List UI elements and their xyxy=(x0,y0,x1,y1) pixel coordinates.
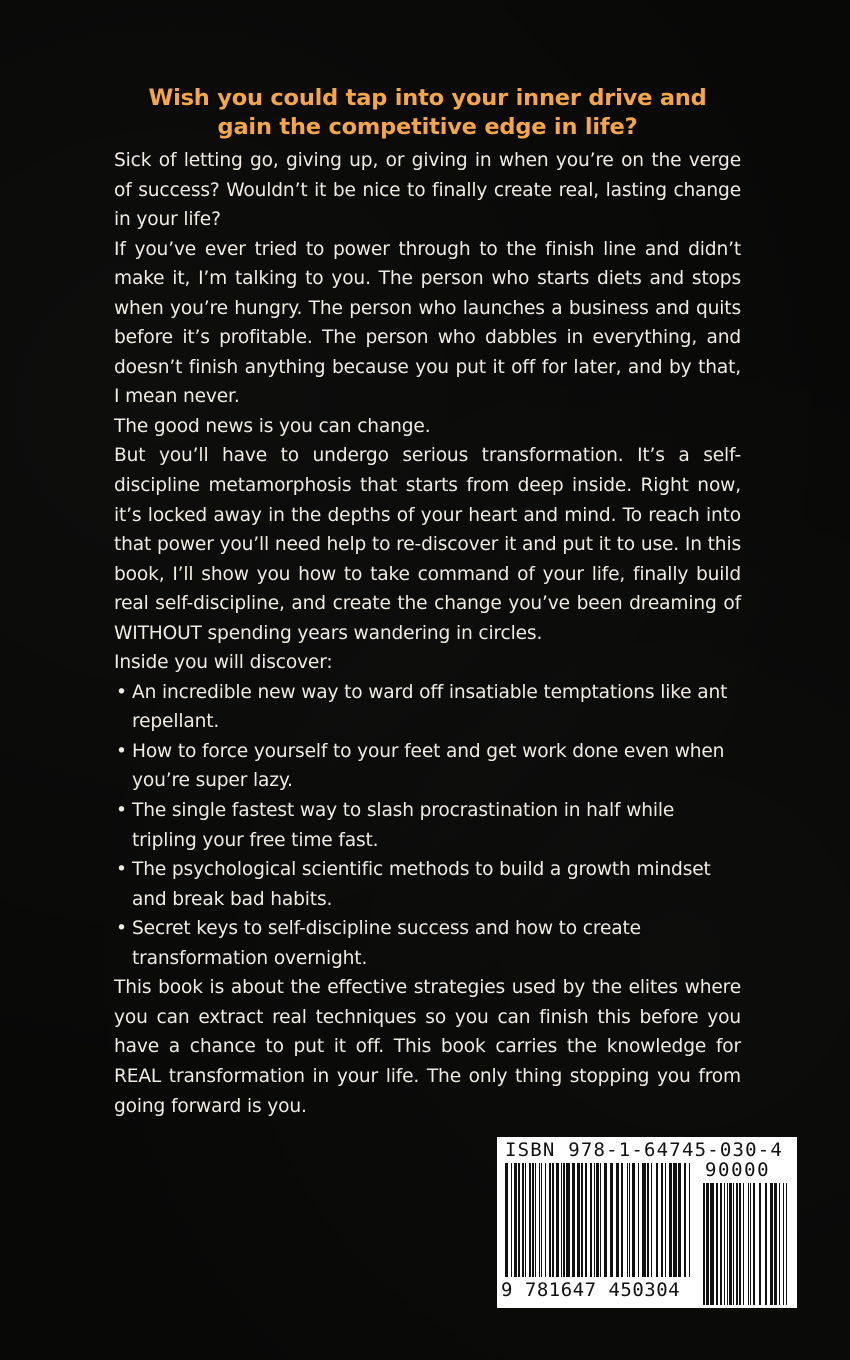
bullet-icon: • xyxy=(116,740,127,762)
barcode-bar xyxy=(522,1163,524,1277)
barcode-bar xyxy=(532,1163,534,1277)
blurb-body xyxy=(114,146,741,1121)
paragraph-intro: Sick of letting go, giving up, or giving in when you’re on the verge of success? Wouldn’t it be nice to finally create real, lasting change in your life? xyxy=(114,150,741,231)
barcode-bar xyxy=(656,1163,658,1277)
barcode-bar xyxy=(774,1183,777,1305)
barcode-bar xyxy=(561,1163,562,1277)
barcode-bar xyxy=(716,1183,718,1305)
barcode-bar xyxy=(733,1183,734,1305)
barcode-bar xyxy=(661,1163,663,1277)
barcode-bar xyxy=(665,1163,666,1277)
barcode-bar xyxy=(600,1163,601,1277)
barcode-bar xyxy=(753,1183,755,1305)
barcode-bar xyxy=(759,1183,761,1305)
list-item-text: The psychological scientific methods to build a growth mindset and break bad habits. xyxy=(132,859,711,910)
barcode-bar xyxy=(678,1163,681,1277)
barcode-bar xyxy=(750,1183,751,1305)
barcode-bar xyxy=(743,1183,744,1305)
discover-list xyxy=(114,678,741,973)
barcode-bar xyxy=(748,1183,749,1305)
barcode-bar xyxy=(727,1183,728,1305)
bullet-icon: • xyxy=(116,918,127,940)
barcode-bar xyxy=(505,1163,508,1277)
barcode-bar xyxy=(739,1183,741,1305)
barcode-bar xyxy=(594,1163,595,1277)
barcode-bar xyxy=(585,1163,587,1277)
barcode-bar xyxy=(638,1163,639,1277)
barcode-bar xyxy=(736,1183,738,1305)
barcode-bar xyxy=(590,1163,592,1277)
barcode-bar xyxy=(689,1163,690,1277)
paragraph-closing: This book is about the effective strategies used by the elites where you can extract real techniques so you can finish this before you have a chance to put it off. This book carries the knowledge for REAL transformation in your life. The only thing stopping you from going forward is you. xyxy=(114,977,741,1117)
headline xyxy=(114,84,741,142)
isbn-number: ISBN 978-1-64745-030-4 xyxy=(505,1139,784,1161)
list-item xyxy=(114,914,741,973)
isbn-barcode xyxy=(497,1137,797,1308)
barcode-bar xyxy=(724,1183,725,1305)
list-item xyxy=(114,737,741,796)
barcode-bar xyxy=(541,1163,542,1277)
barcode-bar xyxy=(651,1163,652,1277)
barcode-bar xyxy=(525,1163,526,1277)
barcode-bar xyxy=(710,1183,714,1305)
bullet-icon: • xyxy=(116,681,127,703)
barcode-bar xyxy=(566,1163,570,1277)
barcode-bar xyxy=(627,1163,628,1277)
barcode-bar xyxy=(647,1163,649,1277)
barcode-bar xyxy=(703,1183,705,1305)
bullet-icon: • xyxy=(116,800,127,822)
barcode-bar xyxy=(596,1163,599,1277)
paragraph-transformation: But you’ll have to undergo serious transformation. It’s a self-discipline metamorphosis that starts from deep inside. Right now, it’s locked away in the depths of your heart and mind. To reach into that power you’ll need help to re-discover it and put it to use. In this book, I’ll show you how to take command of your life, finally build real self-discipline, and create the change you’ve been dreaming of WITHOUT spending years wandering in circles. xyxy=(114,445,741,644)
barcode-bar xyxy=(684,1163,686,1277)
barcode-bar xyxy=(616,1163,619,1277)
barcode-bar xyxy=(673,1163,677,1277)
barcode-bar xyxy=(604,1163,607,1277)
barcode-bar xyxy=(552,1163,554,1277)
price-addon-number: 90000 xyxy=(705,1159,771,1181)
headline-line-1: Wish you could tap into your inner drive and xyxy=(148,85,707,111)
barcode-bar xyxy=(629,1163,630,1277)
barcode-bar xyxy=(535,1163,536,1277)
barcode-bar xyxy=(729,1183,732,1305)
barcode-bar xyxy=(518,1163,520,1277)
list-item xyxy=(114,855,741,914)
list-item xyxy=(114,678,741,737)
barcode-bar xyxy=(632,1163,635,1277)
barcode-bar xyxy=(572,1163,575,1277)
barcode-bar xyxy=(556,1163,559,1277)
bullet-icon: • xyxy=(116,859,127,881)
list-item-text: The single fastest way to slash procrastination in half while tripling your free time fast. xyxy=(132,800,675,851)
barcode-bar xyxy=(720,1183,722,1305)
ean-digits: 9 781647 450304 xyxy=(501,1279,681,1301)
barcode-bar xyxy=(581,1163,583,1277)
barcode-bar xyxy=(770,1183,773,1305)
list-item-text: An incredible new way to ward off insatiable temptations like ant repellant. xyxy=(132,681,728,733)
paragraph-inside-discover: Inside you will discover: xyxy=(114,652,333,674)
headline-line-2: gain the competitive edge in life? xyxy=(217,114,638,140)
barcode-bar xyxy=(529,1163,531,1277)
barcode-bar xyxy=(621,1163,623,1277)
barcode-bar xyxy=(610,1163,613,1277)
paragraph-finish-line: If you’ve ever tried to power through to the finish line and didn’t make it, I’m talking to you. The person who starts diets and stops when you’re hungry. The person who launches a business and quits before it’s profitable. The person who dabbles in everything, and doesn’t finish anything because you put it off for later, and by that, I mean never. xyxy=(114,238,741,408)
barcode-bar xyxy=(779,1183,780,1305)
barcode-bar xyxy=(786,1183,787,1305)
barcode-bar xyxy=(545,1163,546,1277)
barcode-bar xyxy=(511,1163,512,1277)
barcode-bar xyxy=(577,1163,580,1277)
barcode-bar xyxy=(539,1163,540,1277)
barcode-bar xyxy=(706,1183,709,1305)
barcode-bar xyxy=(783,1183,784,1305)
barcode-bar xyxy=(549,1163,551,1277)
list-item-text: How to force yourself to your feet and get work done even when you’re super lazy. xyxy=(132,740,725,792)
paragraph-good-news: The good news is you can change. xyxy=(114,415,431,437)
list-item xyxy=(114,796,741,855)
list-item-text: Secret keys to self-discipline success and how to create transformation overnight. xyxy=(132,918,641,969)
barcode-bar xyxy=(642,1163,646,1277)
barcode-bar xyxy=(765,1183,767,1305)
barcode-bar xyxy=(514,1163,517,1277)
barcode-bar xyxy=(669,1163,672,1277)
barcode-bar xyxy=(563,1163,565,1277)
